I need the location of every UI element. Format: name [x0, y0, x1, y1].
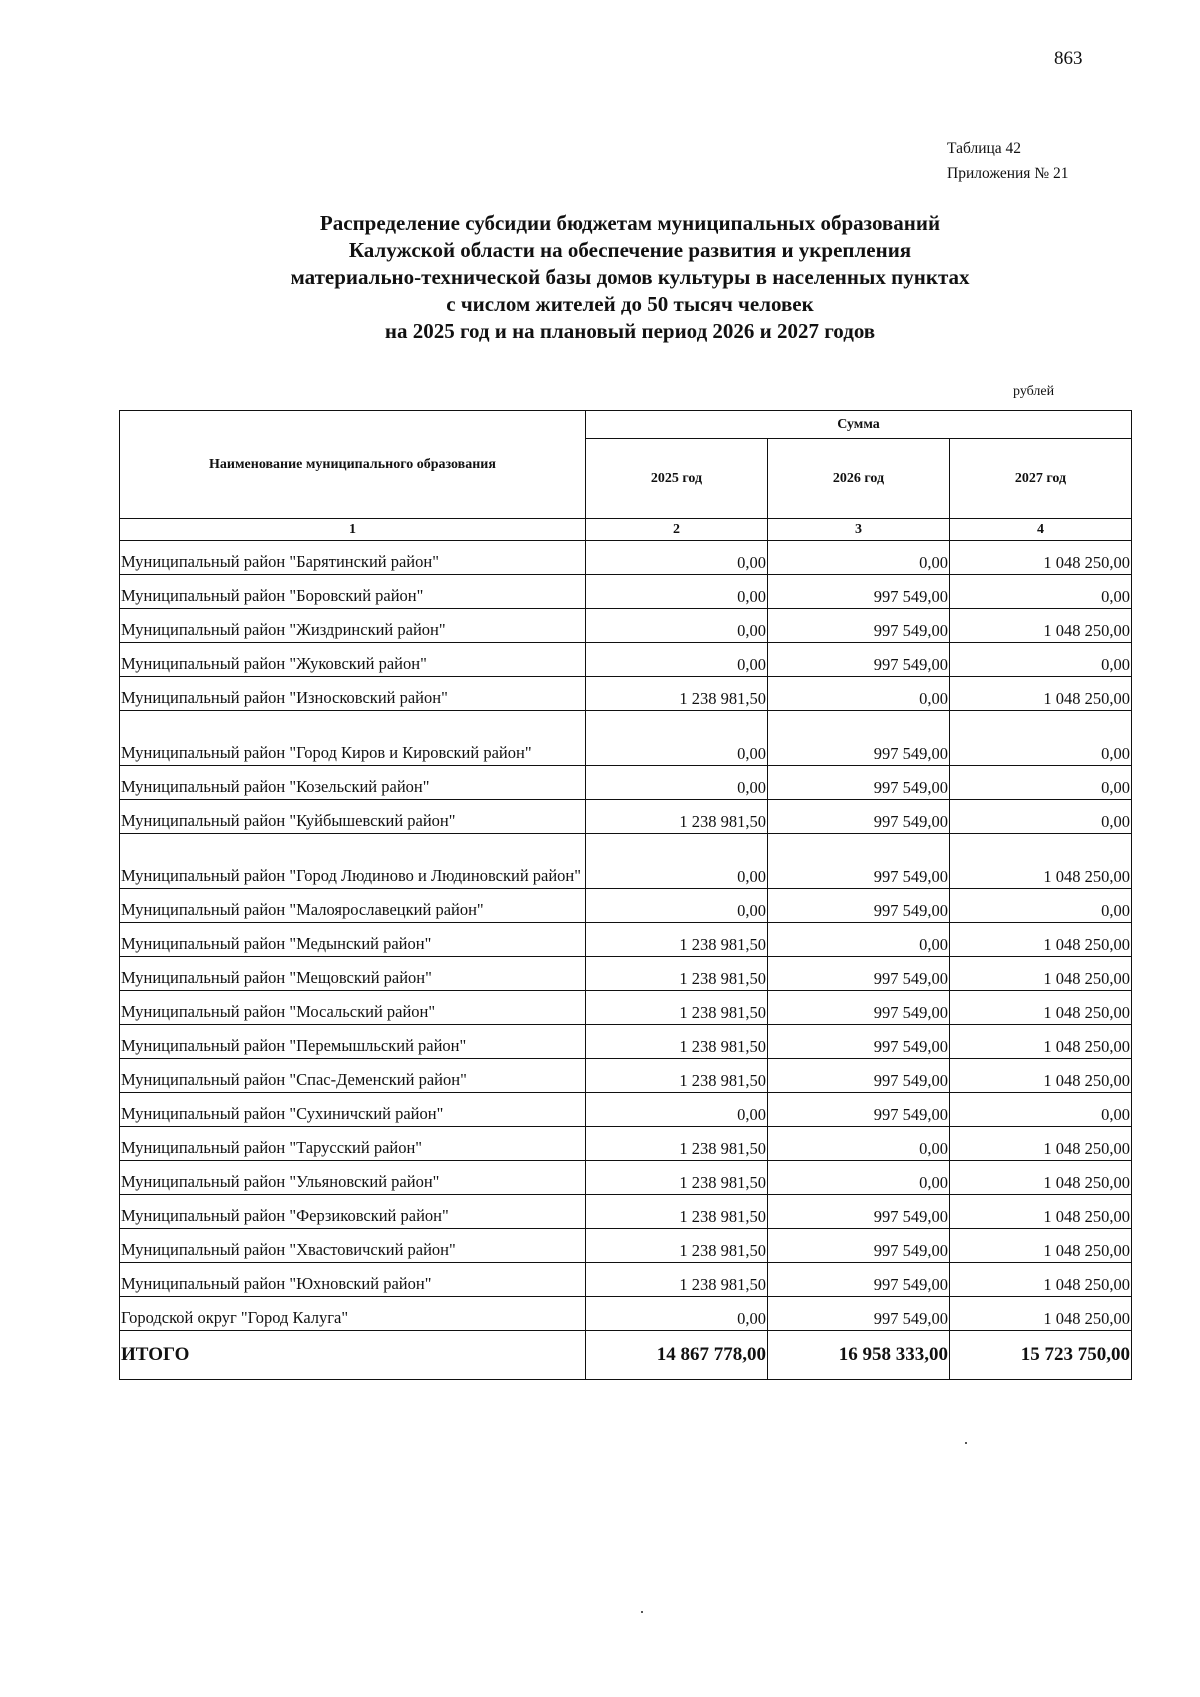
- amount-2027: 1 048 250,00: [950, 1297, 1132, 1331]
- municipality-name: Муниципальный район "Ульяновский район": [120, 1161, 586, 1195]
- amount-2025: 0,00: [586, 834, 768, 889]
- amount-2026: 0,00: [768, 1161, 950, 1195]
- scan-speck: [965, 1442, 967, 1444]
- amount-2027: 0,00: [950, 1093, 1132, 1127]
- amount-2025: 1 238 981,50: [586, 1127, 768, 1161]
- table-row: [120, 800, 1132, 834]
- municipality-name: Муниципальный район "Боровский район": [120, 575, 586, 609]
- total-label: ИТОГО: [120, 1331, 586, 1380]
- amount-2026: 0,00: [768, 677, 950, 711]
- amount-2025: 0,00: [586, 1093, 768, 1127]
- municipality-name: Муниципальный район "Износковский район": [120, 677, 586, 711]
- amount-2026: 997 549,00: [768, 991, 950, 1025]
- amount-2027: 1 048 250,00: [950, 957, 1132, 991]
- table-row: [120, 1059, 1132, 1093]
- unit-label: рублей: [1013, 384, 1055, 399]
- amount-2026: 0,00: [768, 1127, 950, 1161]
- header-sum: Сумма: [586, 411, 1132, 439]
- amount-2025: 1 238 981,50: [586, 1161, 768, 1195]
- amount-2027: 1 048 250,00: [950, 991, 1132, 1025]
- document-title: [200, 210, 1060, 345]
- table-row: [120, 677, 1132, 711]
- amount-2026: 997 549,00: [768, 609, 950, 643]
- title-line: с числом жителей до 50 тысяч человек: [446, 292, 814, 316]
- amount-2027: 1 048 250,00: [950, 834, 1132, 889]
- table-row: [120, 957, 1132, 991]
- amount-2025: 1 238 981,50: [586, 991, 768, 1025]
- table-row: [120, 1127, 1132, 1161]
- annex-reference: Приложения № 21: [947, 165, 1069, 182]
- amount-2025: 1 238 981,50: [586, 800, 768, 834]
- amount-2027: 0,00: [950, 889, 1132, 923]
- table-row: [120, 1161, 1132, 1195]
- municipality-name: Муниципальный район "Жуковский район": [120, 643, 586, 677]
- municipality-name: Муниципальный район "Спас-Деменский район": [120, 1059, 586, 1093]
- column-number: 4: [950, 519, 1132, 541]
- amount-2025: 1 238 981,50: [586, 1195, 768, 1229]
- table-row: [120, 1093, 1132, 1127]
- amount-2025: 0,00: [586, 889, 768, 923]
- amount-2026: 997 549,00: [768, 834, 950, 889]
- municipality-name: Муниципальный район "Куйбышевский район": [120, 800, 586, 834]
- amount-2026: 0,00: [768, 541, 950, 575]
- municipality-name: Муниципальный район "Мещовский район": [120, 957, 586, 991]
- table-body: [120, 541, 1132, 1331]
- title-line: Распределение субсидии бюджетам муниципальных образований: [319, 211, 941, 235]
- amount-2025: 1 238 981,50: [586, 923, 768, 957]
- amount-2027: 1 048 250,00: [950, 609, 1132, 643]
- amount-2027: 1 048 250,00: [950, 1161, 1132, 1195]
- table-row: [120, 923, 1132, 957]
- total-row: [120, 1331, 1132, 1380]
- title-line: материально-технической базы домов культуры в населенных пунктах: [290, 265, 970, 289]
- table-row: [120, 1025, 1132, 1059]
- table-row: [120, 643, 1132, 677]
- amount-2027: 1 048 250,00: [950, 541, 1132, 575]
- table-row: [120, 711, 1132, 766]
- amount-2026: 997 549,00: [768, 1059, 950, 1093]
- amount-2026: 997 549,00: [768, 889, 950, 923]
- amount-2025: 0,00: [586, 711, 768, 766]
- table-row: [120, 1297, 1132, 1331]
- header-year-2025: 2025 год: [586, 439, 768, 519]
- page-number: 863: [1054, 48, 1083, 69]
- municipality-name: Муниципальный район "Хвастовичский район": [120, 1229, 586, 1263]
- scan-speck: [641, 1611, 643, 1613]
- table-row: [120, 889, 1132, 923]
- amount-2026: 997 549,00: [768, 1025, 950, 1059]
- amount-2027: 1 048 250,00: [950, 923, 1132, 957]
- total-2025: 14 867 778,00: [586, 1331, 768, 1380]
- amount-2026: 997 549,00: [768, 800, 950, 834]
- header-name: Наименование муниципального образования: [120, 411, 586, 519]
- total-2027: 15 723 750,00: [950, 1331, 1132, 1380]
- amount-2026: 997 549,00: [768, 766, 950, 800]
- amount-2027: 1 048 250,00: [950, 1229, 1132, 1263]
- amount-2027: 1 048 250,00: [950, 1127, 1132, 1161]
- amount-2027: 0,00: [950, 643, 1132, 677]
- table-row: [120, 991, 1132, 1025]
- column-number: 1: [120, 519, 586, 541]
- amount-2025: 0,00: [586, 766, 768, 800]
- amount-2025: 0,00: [586, 541, 768, 575]
- amount-2025: 1 238 981,50: [586, 1025, 768, 1059]
- amount-2027: 1 048 250,00: [950, 1025, 1132, 1059]
- amount-2027: 1 048 250,00: [950, 677, 1132, 711]
- amount-2026: 997 549,00: [768, 575, 950, 609]
- table-row: [120, 541, 1132, 575]
- table-row: [120, 1263, 1132, 1297]
- municipality-name: Муниципальный район "Сухиничский район": [120, 1093, 586, 1127]
- table-row: [120, 834, 1132, 889]
- amount-2025: 1 238 981,50: [586, 957, 768, 991]
- title-line: на 2025 год и на плановый период 2026 и 2027 годов: [384, 319, 876, 343]
- amount-2025: 1 238 981,50: [586, 1059, 768, 1093]
- header-year-2026: 2026 год: [768, 439, 950, 519]
- municipality-name: Муниципальный район "Мосальский район": [120, 991, 586, 1025]
- municipality-name: Муниципальный район "Город Киров и Кировский район": [120, 711, 586, 766]
- table-row: [120, 766, 1132, 800]
- amount-2026: 997 549,00: [768, 643, 950, 677]
- amount-2025: 0,00: [586, 609, 768, 643]
- amount-2027: 1 048 250,00: [950, 1195, 1132, 1229]
- municipality-name: Городской округ "Город Калуга": [120, 1297, 586, 1331]
- amount-2026: 997 549,00: [768, 711, 950, 766]
- amount-2026: 997 549,00: [768, 1195, 950, 1229]
- amount-2027: 0,00: [950, 575, 1132, 609]
- municipality-name: Муниципальный район "Козельский район": [120, 766, 586, 800]
- amount-2026: 0,00: [768, 923, 950, 957]
- municipality-name: Муниципальный район "Перемышльский район": [120, 1025, 586, 1059]
- amount-2027: 1 048 250,00: [950, 1263, 1132, 1297]
- table-row: [120, 1195, 1132, 1229]
- header-year-2027: 2027 год: [950, 439, 1132, 519]
- column-number: 2: [586, 519, 768, 541]
- municipality-name: Муниципальный район "Юхновский район": [120, 1263, 586, 1297]
- municipality-name: Муниципальный район "Тарусский район": [120, 1127, 586, 1161]
- municipality-name: Муниципальный район "Медынский район": [120, 923, 586, 957]
- table-row: [120, 1229, 1132, 1263]
- table-row: [120, 609, 1132, 643]
- amount-2025: 1 238 981,50: [586, 1263, 768, 1297]
- amount-2025: 0,00: [586, 1297, 768, 1331]
- municipality-name: Муниципальный район "Жиздринский район": [120, 609, 586, 643]
- amount-2026: 997 549,00: [768, 1263, 950, 1297]
- table-row: [120, 575, 1132, 609]
- municipality-name: Муниципальный район "Ферзиковский район": [120, 1195, 586, 1229]
- municipality-name: Муниципальный район "Барятинский район": [120, 541, 586, 575]
- amount-2026: 997 549,00: [768, 1297, 950, 1331]
- amount-2025: 1 238 981,50: [586, 677, 768, 711]
- amount-2025: 0,00: [586, 575, 768, 609]
- municipality-name: Муниципальный район "Малоярославецкий район": [120, 889, 586, 923]
- amount-2025: 0,00: [586, 643, 768, 677]
- amount-2027: 0,00: [950, 800, 1132, 834]
- title-line: Калужской области на обеспечение развития и укрепления: [348, 238, 912, 262]
- amount-2027: 0,00: [950, 766, 1132, 800]
- amount-2026: 997 549,00: [768, 1229, 950, 1263]
- amount-2027: 0,00: [950, 711, 1132, 766]
- column-number: 3: [768, 519, 950, 541]
- amount-2027: 1 048 250,00: [950, 1059, 1132, 1093]
- table-reference: Таблица 42: [947, 140, 1022, 157]
- amount-2026: 997 549,00: [768, 957, 950, 991]
- amount-2025: 1 238 981,50: [586, 1229, 768, 1263]
- subsidy-table: [119, 410, 1132, 1380]
- amount-2026: 997 549,00: [768, 1093, 950, 1127]
- municipality-name: Муниципальный район "Город Людиново и Людиновский район": [120, 834, 586, 889]
- total-2026: 16 958 333,00: [768, 1331, 950, 1380]
